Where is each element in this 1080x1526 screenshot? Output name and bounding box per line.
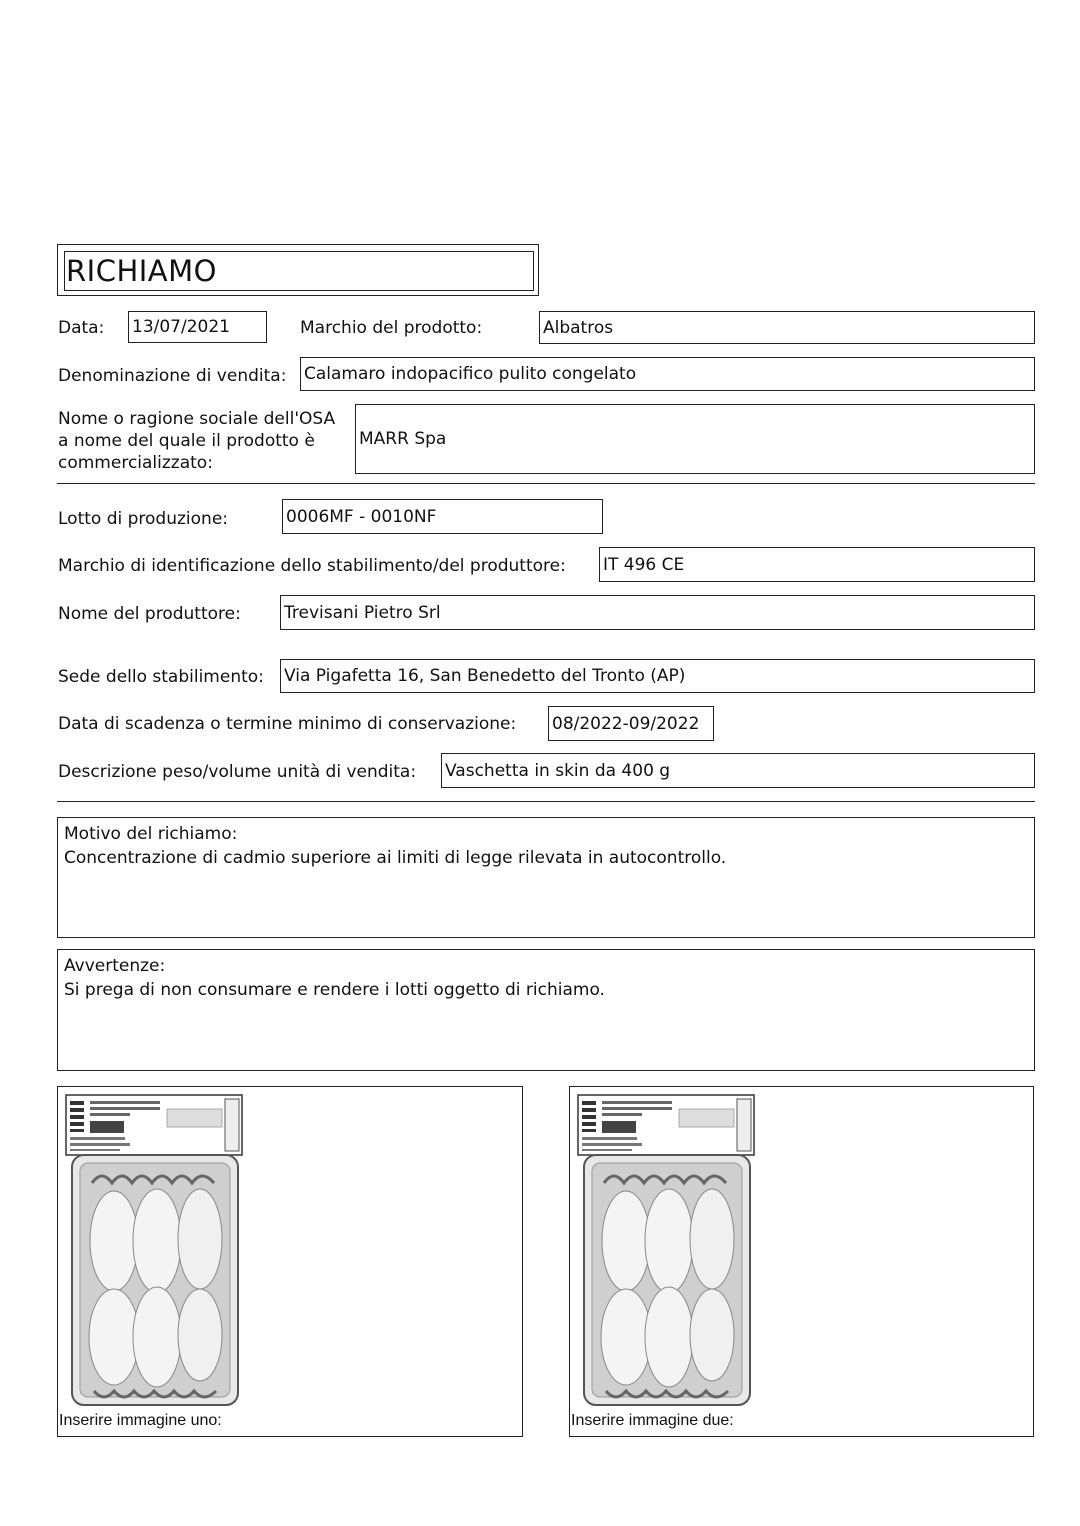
data-field: 13/07/2021 — [128, 311, 267, 343]
osa-label-line-2: a nome del quale il prodotto è — [58, 431, 315, 451]
data-label: Data: — [58, 318, 105, 338]
divider — [57, 483, 1035, 484]
motivo-section — [57, 817, 1035, 938]
osa-label-line-3: commercializzato: — [58, 453, 213, 473]
marchio-field: Albatros — [539, 311, 1035, 344]
sede-label: Sede dello stabilimento: — [58, 667, 264, 687]
peso-field: Vaschetta in skin da 400 g — [441, 753, 1035, 788]
lotto-label: Lotto di produzione: — [58, 509, 229, 529]
avvertenze-section — [57, 949, 1035, 1071]
lotto-field: 0006MF - 0010NF — [282, 499, 603, 534]
scadenza-label: Data di scadenza o termine minimo di conservazione: — [58, 714, 517, 734]
stabilimento-label: Marchio di identificazione dello stabilimento/del produttore: — [58, 556, 566, 576]
avvertenze-text: Si prega di non consumare e rendere i lotti oggetto di richiamo. — [64, 980, 605, 1000]
image-box-1 — [57, 1086, 523, 1437]
avvertenze-label: Avvertenze: — [64, 956, 166, 976]
scadenza-field: 08/2022-09/2022 — [548, 706, 714, 741]
image-caption-1: Inserire immagine uno: — [59, 1412, 222, 1429]
peso-label: Descrizione peso/volume unità di vendita: — [58, 762, 417, 782]
produttore-label: Nome del produttore: — [58, 604, 241, 624]
sede-field: Via Pigafetta 16, San Benedetto del Tronto (AP) — [280, 659, 1035, 693]
divider — [57, 801, 1035, 802]
osa-label-line-1: Nome o ragione sociale dell'OSA — [58, 409, 336, 429]
osa-field: MARR Spa — [355, 404, 1035, 474]
motivo-text: Concentrazione di cadmio superiore ai limiti di legge rilevata in autocontrollo. — [64, 848, 727, 868]
denominazione-field: Calamaro indopacifico pulito congelato — [300, 357, 1035, 391]
squid-package-image — [62, 1091, 247, 1409]
stabilimento-field: IT 496 CE — [599, 547, 1035, 582]
squid-package-image — [574, 1091, 759, 1409]
produttore-field: Trevisani Pietro Srl — [280, 595, 1035, 630]
page-title: RICHIAMO — [64, 251, 534, 291]
motivo-label: Motivo del richiamo: — [64, 824, 238, 844]
denominazione-label: Denominazione di vendita: — [58, 366, 287, 386]
marchio-label: Marchio del prodotto: — [300, 318, 483, 338]
image-box-2 — [569, 1086, 1034, 1437]
image-caption-2: Inserire immagine due: — [571, 1412, 734, 1429]
